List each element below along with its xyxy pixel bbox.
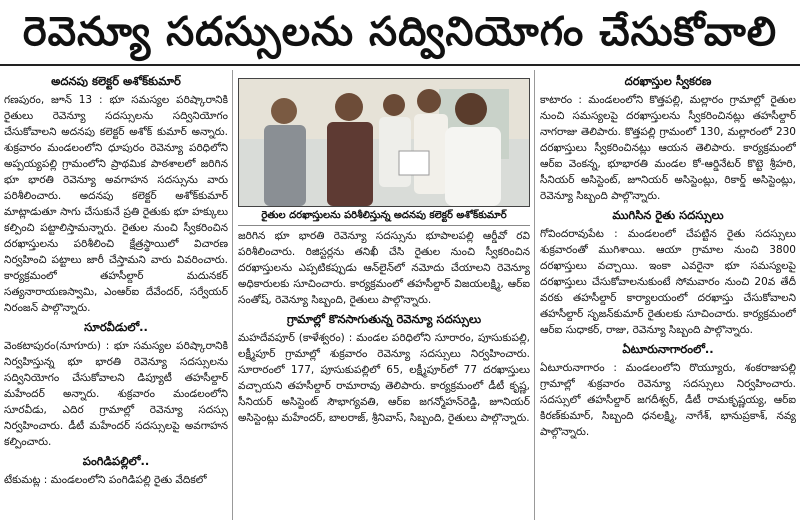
right-paragraph-1: కాటారం : మండలంలోని కొత్తపల్లి, మల్లారం గ్రామాల్లో రైతుల నుంచి సమస్యలపై దరఖాస్తులను స్వీకరించినట్లు తహసీల్దార్ నాగరాజు తెలిపారు. కొత్తపల్లి గ్రామంలో 130, మల్లారంలో 230 దరఖాస్తులు స్వీకరించినట్లు ఆయన తెలిపారు. కార్యక్రమంలో ఆర్ఐ వెంకన్న, భూభారతి మండల కో-ఆర్డినేటర్ కొట్టె శ్రీహరి, సీనియర్ అసిస్టెంట్, జూనియర్ అసిస్టెంట్లు, రికార్డ్ అసిస్టెంట్లు, రెవెన్యూ సిబ్బంది పాల్గొన్నారు. <box>540 94 796 202</box>
column-divider <box>534 70 535 520</box>
left-paragraph-1: గణపురం, జూన్ 13 : భూ సమస్యల పరిష్కారానికి రైతులు రెవెన్యూ సదస్సులను సద్వినియోగం చేసుకోవాలని అదనపు కలెక్టర్ అశోక్ కుమార్ అన్నారు. శుక్రవారం మండలంలోని ధూపురం రెవెన్యూ పరిధిలోని అప్పయ్యపల్లి గ్రామంలోని ప్రాథమిక పాఠశాలలో జరిగిన భూ భారతి రెవెన్యూ అవగాహన సదస్సును వారు పరిశీలించారు. అదనపు కలెక్టర్ అశోక్‌కుమార్ మాట్లాడుతూ సాగు చేసుకునే ప్రతి రైతుకు భూ హక్కులు కల్పించి పట్టాలిస్తామన్నారు. రైతుల నుంచి స్వీకరించిన దరఖాస్తులను పరిశీలించి క్షేత్రస్థాయిలో విచారణ నిర్వహించి పట్టాలు జారీ చేస్తామని వారు వివరించారు. కార్యక్రమంలో తహసీల్దార్ మదునకర్ సత్యనారాయణస్వామి, ఎంఆర్ఐ దేవేందర్, సర్వేయర్ నిరంజన్ పాల్గొన్నారు. <box>4 94 228 314</box>
right-subhead-1: దరఖాస్తుల స్వీకరణ <box>624 74 712 88</box>
photo-caption: రైతుల దరఖాస్తులను పరిశీలిస్తున్న అదనపు కలెక్టర్ అశోక్‌కుమార్ <box>238 207 530 226</box>
left-paragraph-3: టేకుమట్ల : మండలంలోని పంగిడిపల్లి రైతు వేదికలో <box>4 474 207 486</box>
right-paragraph-2: గోవిందరావుపేట : మండలంలో చేపట్టిన రైతు సదస్సులు శుక్రవారంతో ముగిశాయి. ఆయా గ్రామాల నుంచి 3800 దరఖాస్తులు వచ్చాయి. ఇంకా ఎవరైనా భూ సమస్యలపై దరఖాస్తులు చేసుకోవాలనుకుంటే సోమవారం నుంచి 20వ తేదీ వరకు తహసీల్దార్ కార్యాలయంలో దరఖాస్తు చేసుకోవాలని తహసీల్దార్ సృజన్‌కుమార్ రైతులకు సూచించారు. కార్యక్రమంలో ఆర్ఐ సుధాకర్, రాజు, రెవెన్యూ సిబ్బంది పాల్గొన్నారు. <box>540 228 796 336</box>
news-photo-illustration <box>239 79 529 206</box>
middle-column <box>238 228 530 520</box>
news-photo <box>238 78 530 207</box>
right-subhead-3: ఏటూరునాగారంలో.. <box>622 342 714 356</box>
middle-paragraph-2: మహదేవపూర్ (కాళేశ్వరం) : మండల పరిధిలోని సూరారం, పూసుకుపల్లి, లక్ష్మీపూర్ గ్రామాల్లో శుక్రవారం రెవెన్యూ సదస్సులు నిర్వహించారు. సూరారంలో 177, పూసుకుపల్లిలో 65, లక్ష్మీపూర్‌లో 77 దరఖాస్తులు వచ్చాయని తహసీల్దార్ రామారావు తెలిపారు. కార్యక్రమంలో డీటీ కృష్ణ, సీనియర్ అసిస్టెంట్ సౌభాగ్యవతి, ఆర్ఐ జగన్మోహన్‌రెడ్డి, జూనియర్ అసిస్టెంట్లు మహేందర్, బాలరాజ్, శ్రీనివాస్, సిబ్బంది, రైతులు పాల్గొన్నారు. <box>238 332 530 424</box>
left-paragraph-2: వెంకటాపురం(నూగూరు) : భూ సమస్యల పరిష్కారానికి నిర్వహిస్తున్న భూ భారతి రెవెన్యూ సదస్సులను సద్వినియోగం చేసుకోవాలని డిప్యూటీ తహసీల్దార్ మహేందర్ అన్నారు. శుక్రవారం మండలంలోని సూరవీడు, ఎదిర గ్రామాల్లో రెవెన్యూ సదస్సు నిర్వహించారు. డీటీ మహేందర్ సదస్సులపై అవగాహన కల్పించారు. <box>4 340 228 448</box>
middle-paragraph-1: జరిగిన భూ భారతి రెవెన్యూ సదస్సును భూపాలపల్లి ఆర్డీవో రవి పరిశీలించారు. రిజిస్టర్లను తనిఖీ చేసి రైతుల నుంచి స్వీకరించిన దరఖాస్తులను ఎప్పటికప్పుడు ఆన్‌లైన్‌లో నమోదు చేయాలని రెవెన్యూ అధికారులకు సూచించారు. కార్యక్రమంలో తహసీల్దార్ విజయలక్ష్మి, ఆర్ఐ సంతోష్, రెవెన్యూ సిబ్బంది, రైతులు పాల్గొన్నారు. <box>238 230 530 306</box>
right-column <box>540 70 796 520</box>
headline: రెవెన్యూ సదస్సులను సద్వినియోగం చేసుకోవాలి <box>22 9 778 55</box>
headline-rule <box>0 64 800 66</box>
right-subhead-2: ముగిసిన రైతు సదస్సులు <box>612 208 724 222</box>
middle-subhead-1: గ్రామాల్లో కొనసాగుతున్న రెవెన్యూ సదస్సులు <box>286 312 482 326</box>
column-divider <box>232 70 233 520</box>
left-subhead-1: అదనపు కలెక్టర్ అశోక్‌కుమార్ <box>51 74 181 88</box>
left-subhead-3: పంగిడిపల్లిలో.. <box>82 454 150 468</box>
left-column <box>4 70 228 520</box>
right-paragraph-3: ఏటూరునాగారం : మండలంలోని రొయ్యూరు, శంకరాజుపల్లి గ్రామాల్లో శుక్రవారం రెవెన్యూ సదస్సులు నిర్వహించారు. సదస్సులో తహసీల్దార్ జగదీశ్వర్, డీటీ రామకృష్ణయ్య, ఆర్ఐ కిరణ్‌కుమార్, సిబ్బంది ధనలక్ష్మి, నాగేశ్, భానుప్రకాశ్, నవ్య పాల్గొన్నారు. <box>540 362 796 438</box>
left-subhead-2: సూరవీడులో.. <box>84 320 148 334</box>
